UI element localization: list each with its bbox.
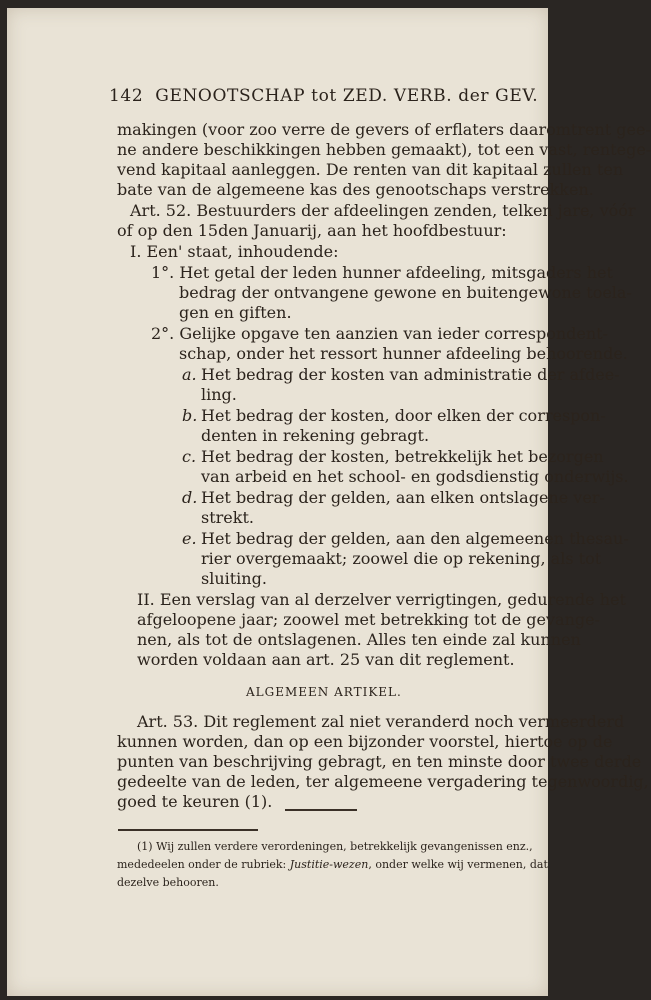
- footnote-line: dezelve behooren.: [117, 876, 219, 889]
- text-line: rier overgemaakt; zoowel die op rekening, als tot: [201, 549, 602, 568]
- text-line: 2°. Gelijke opgave ten aanzien van ieder correspondent-: [151, 324, 608, 343]
- text-line: gedeelte van de leden, ter algemeene vergadering tegenwoordig,: [117, 772, 649, 791]
- page-number: 142: [109, 86, 144, 106]
- section-heading: ALGEMEEN ARTIKEL.: [246, 685, 402, 699]
- text-line: bedrag der ontvangene gewone en buitengewone toela-: [179, 283, 632, 302]
- footnote-text: , onder welke wij vermenen, dat: [368, 858, 548, 871]
- text-line: Het bedrag der gelden, aan den algemeenen thesau-: [201, 529, 629, 548]
- footnote-line: (1) Wij zullen verdere verordeningen, betrekkelijk gevangenissen enz.,: [137, 840, 533, 853]
- text-line: vend kapitaal aanleggen. De renten van dit kapitaal zullen ten: [117, 160, 624, 179]
- footnote-rule: [118, 829, 258, 831]
- text-line: Het bedrag der kosten, door elken der correspon-: [201, 406, 606, 425]
- text-line: Art. 52. Bestuurders der afdeelingen zenden, telken jare, vóór: [130, 201, 636, 220]
- text-line: sluiting.: [201, 569, 267, 588]
- footnote-rubric: Justitie-wezen: [289, 858, 369, 871]
- text-line: ling.: [201, 385, 237, 404]
- footnote-line: [117, 856, 548, 874]
- text-line: bate van de algemeene kas des genootschaps verstrekken.: [117, 180, 594, 199]
- list-marker: d.: [182, 488, 198, 507]
- running-title: GENOOTSCHAP tot ZED. VERB. der GEV.: [155, 86, 539, 106]
- text-line: I. Een' staat, inhoudende:: [130, 242, 339, 261]
- text-line: worden voldaan aan art. 25 van dit reglement.: [137, 650, 515, 669]
- footnote-text: mededeelen onder de rubriek:: [117, 858, 290, 871]
- text-line: nen, als tot de ontslagenen. Alles ten einde zal kunnen: [137, 630, 581, 649]
- ornament-rule: [285, 809, 357, 811]
- text-line: of op den 15den Januarij, aan het hoofdbestuur:: [117, 221, 507, 240]
- text-line: 1°. Het getal der leden hunner afdeeling, mitsgaders het: [151, 263, 613, 282]
- text-line: makingen (voor zoo verre de gevers of erflaters daaromtrent gee-: [117, 120, 651, 139]
- text-line: afgeloopene jaar; zoowel met betrekking tot de gevange-: [137, 610, 600, 629]
- text-line: van arbeid en het school- en godsdienstig onderwijs.: [201, 467, 629, 486]
- text-line: Art. 53. Dit reglement zal niet veranderd noch vermeerderd: [137, 712, 625, 731]
- list-marker: c.: [182, 447, 197, 466]
- text-line: Het bedrag der kosten van administratie der afdee-: [201, 365, 620, 384]
- text-line: Het bedrag der gelden, aan elken ontslagene ver-: [201, 488, 605, 507]
- list-marker: b.: [182, 406, 198, 425]
- text-line: ne andere beschikkingen hebben gemaakt), tot een vast, rentege-: [117, 140, 651, 159]
- text-line: schap, onder het ressort hunner afdeeling behoorende.: [179, 344, 628, 363]
- list-marker: a.: [182, 365, 197, 384]
- text-line: Het bedrag der kosten, betrekkelijk het bezorgen: [201, 447, 604, 466]
- text-line: punten van beschrijving gebragt, en ten minste door twee derde: [117, 752, 642, 771]
- text-line: strekt.: [201, 508, 254, 527]
- text-line: gen en giften.: [179, 303, 292, 322]
- text-line: kunnen worden, dan op een bijzonder voorstel, hiertoe op de: [117, 732, 613, 751]
- text-line: denten in rekening gebragt.: [201, 426, 430, 445]
- text-line: II. Een verslag van al derzelver verrigtingen, gedurende het: [137, 590, 626, 609]
- list-marker: e.: [182, 529, 197, 548]
- running-header: [109, 86, 538, 106]
- text-line: goed te keuren (1).: [117, 792, 273, 811]
